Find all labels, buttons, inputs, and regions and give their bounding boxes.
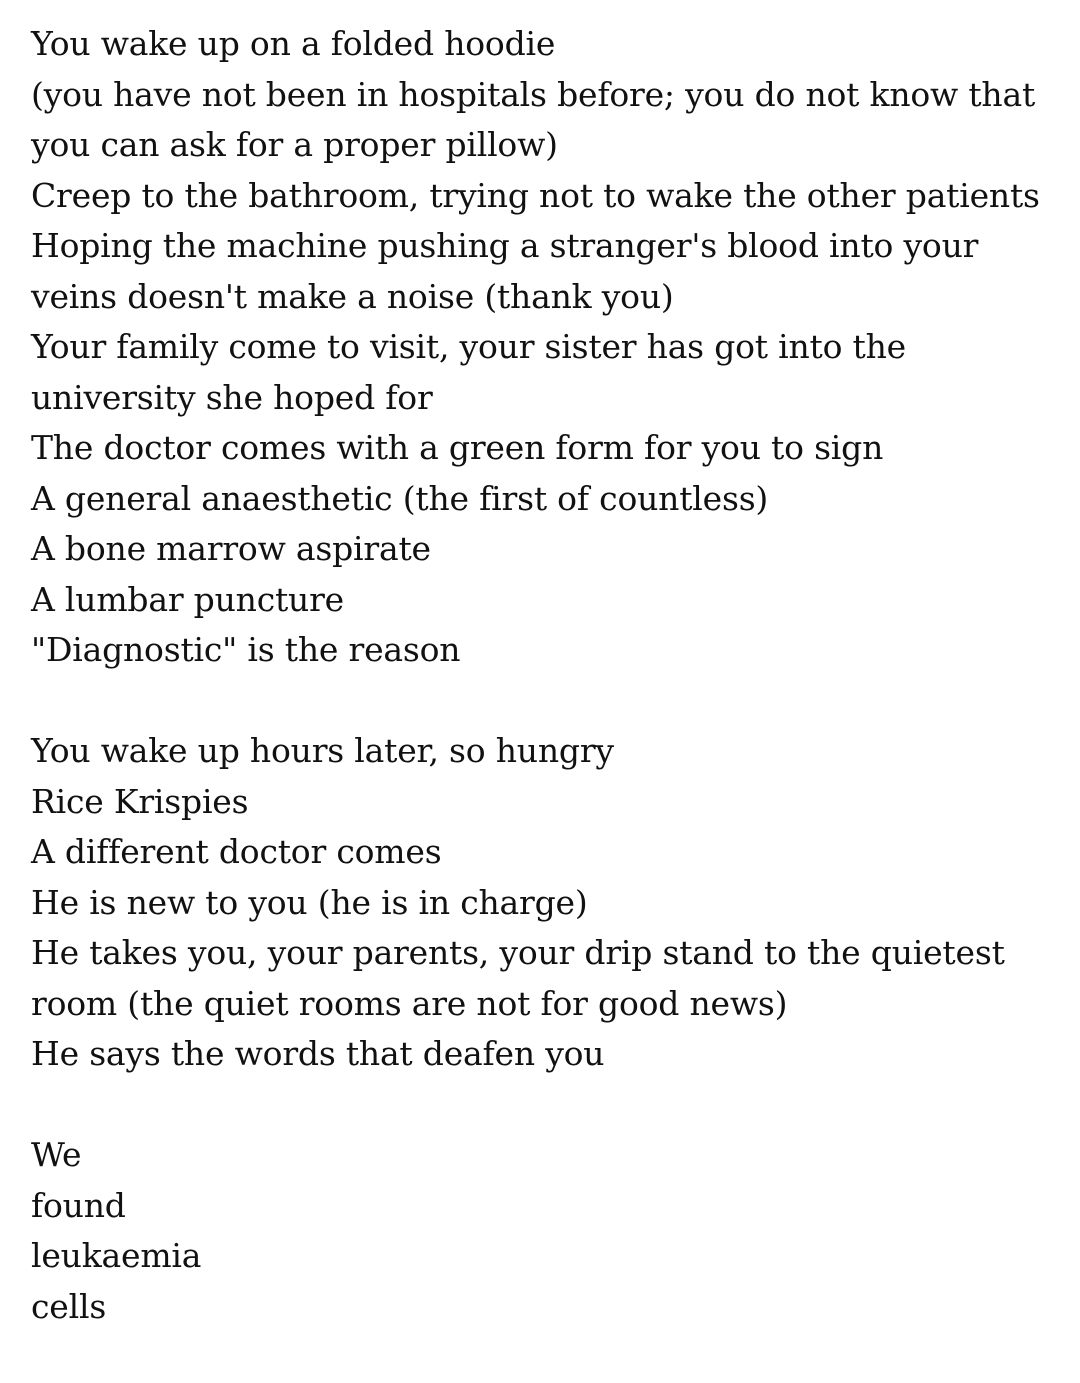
stanza-2 [31,726,1061,1080]
poem-line: "Diagnostic" is the reason [31,630,461,669]
poem-line: leukaemia [31,1236,202,1275]
poem-line: Your family come to visit, your sister has got into the university she hoped for [31,327,907,417]
poem-line: A different doctor comes [31,832,442,871]
stanza-1 [31,19,1061,676]
poem-line: You wake up hours later, so hungry [31,731,614,770]
poem-line: Hoping the machine pushing a stranger's blood into your veins doesn't make a noise (thank you) [31,226,979,316]
poem-line: (you have not been in hospitals before; you do not know that you can ask for a proper pillow) [31,74,1036,164]
poem-line: found [31,1185,126,1225]
poem-line: A bone marrow aspirate [31,529,431,568]
poem-line: cells [31,1286,107,1326]
poem-line: A general anaesthetic (the first of countless) [31,478,769,518]
poem-line: Rice Krispies [31,781,249,821]
poem-line: He takes you, your parents, your drip stand to the quietest room (the quiet rooms are not for good news) [31,933,1005,1023]
poem-line: We [31,1135,82,1174]
poem-line: The doctor comes with a green form for you to sign [31,428,884,467]
poem-line: Creep to the bathroom, trying not to wake the other patients [31,175,1040,215]
stanza-3 [31,1130,1061,1332]
poem-line: He is new to you (he is in charge) [31,882,588,922]
poem [31,19,1061,1383]
poem-line: A lumbar puncture [31,579,345,619]
poem-line: He says the words that deafen you [31,1034,605,1073]
poem-line: You wake up on a folded hoodie [31,24,556,63]
